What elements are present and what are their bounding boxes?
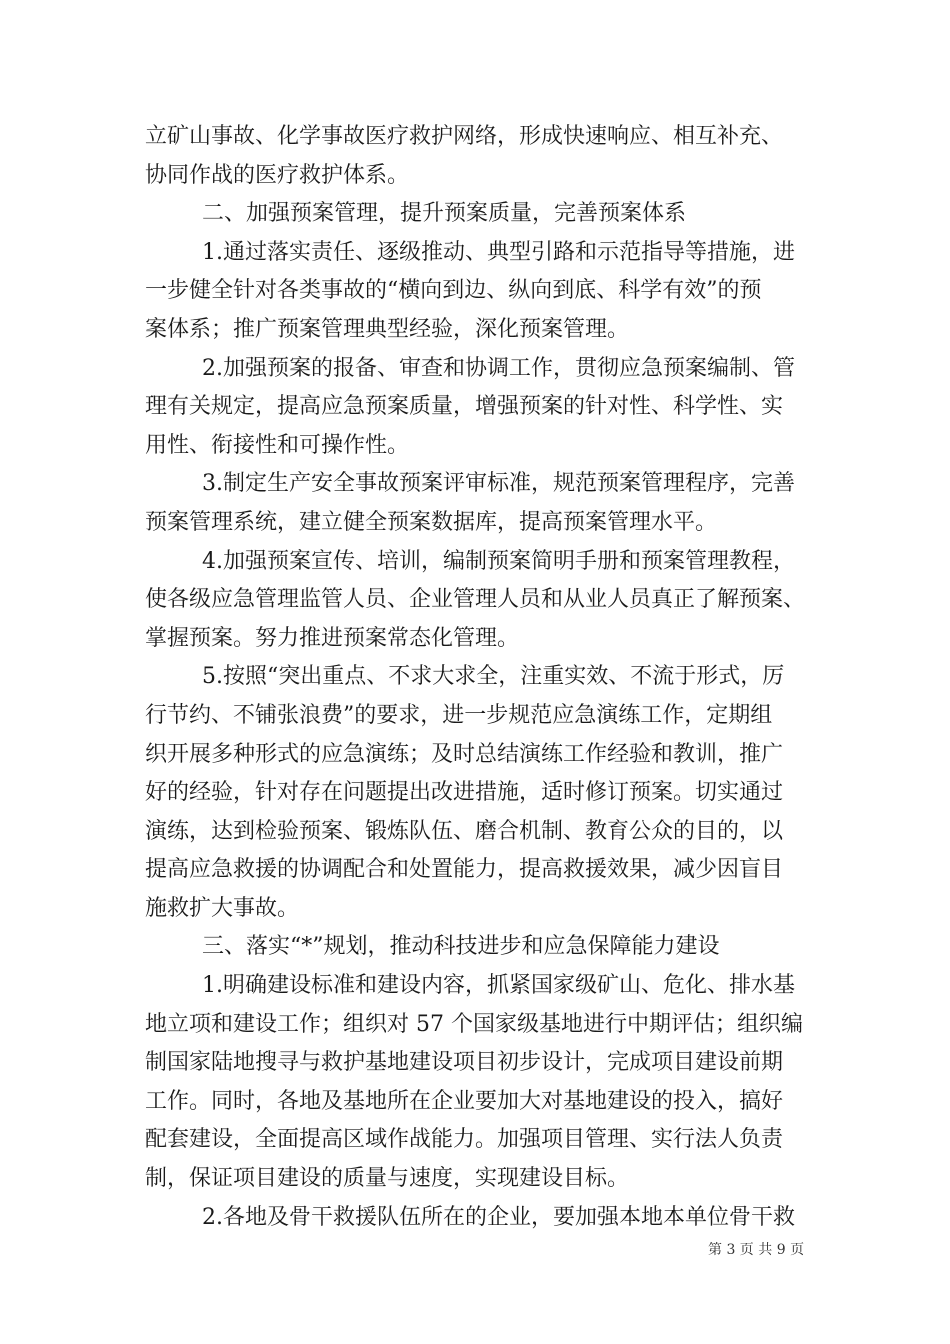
page-number: 第 3 页 共 9 页 [708,1242,805,1258]
section-heading: 二、加强预案管理，提升预案质量，完善预案体系 [202,201,687,227]
text-line: 立矿山事故、化学事故医疗救护网络，形成快速响应、相互补充、 [145,124,784,149]
text-line: 5.按照“突出重点、不求大求全，注重实效、不流于形式，厉 [202,664,785,690]
text-line: 案体系；推广预案管理典型经验，深化预案管理。 [145,316,630,342]
text-line: 制国家陆地搜寻与救护基地建设项目初步设计，完成项目建设前期 [145,1050,784,1076]
text-line: 3.制定生产安全事故预案评审标准，规范预案管理程序，完善 [202,471,795,497]
text-line: 提高应急救援的协调配合和处置能力，提高救援效果，减少因盲目 [145,857,784,883]
text-line: 地立项和建设工作；组织对 57 个国家级基地进行中期评估；组织编 [145,1011,803,1037]
text-line: 掌握预案。努力推进预案常态化管理。 [145,625,520,651]
text-line: 配套建设，全面提高区域作战能力。加强项目管理、实行法人负责 [145,1127,784,1153]
text-line: 1.通过落实责任、逐级推动、典型引路和示范指导等措施，进 [202,239,795,265]
text-line: 使各级应急管理监管人员、企业管理人员和从业人员真正了解预案、 [145,587,806,613]
text-line: 工作。同时，各地及基地所在企业要加大对基地建设的投入，搞好 [145,1088,784,1114]
text-line: 用性、衔接性和可操作性。 [145,432,410,458]
text-line: 一步健全针对各类事故的“横向到边、纵向到底、科学有效”的预 [145,278,762,304]
text-line: 4.加强预案宣传、培训，编制预案简明手册和预案管理教程， [202,548,795,574]
text-line: 1.明确建设标准和建设内容，抓紧国家级矿山、危化、排水基 [202,973,795,999]
section-heading: 三、落实“*”规划，推动科技进步和应急保障能力建设 [202,934,720,960]
text-line: 好的经验，针对存在问题提出改进措施，适时修订预案。切实通过 [145,780,784,806]
text-line: 2.加强预案的报备、审查和协调工作，贯彻应急预案编制、管 [202,355,795,381]
text-line: 施救扩大事故。 [145,895,300,921]
text-line: 行节约、不铺张浪费”的要求，进一步规范应急演练工作，定期组 [145,702,773,728]
text-line: 演练，达到检验预案、锻炼队伍、磨合机制、教育公众的目的，以 [145,818,784,844]
document-body [145,118,815,1237]
text-line: 织开展多种形式的应急演练；及时总结演练工作经验和教训，推广 [145,741,784,767]
text-line: 理有关规定，提高应急预案质量，增强预案的针对性、科学性、实 [145,394,784,420]
text-line: 制，保证项目建设的质量与速度，实现建设目标。 [145,1166,630,1192]
text-line: 预案管理系统，建立健全预案数据库，提高预案管理水平。 [145,509,718,535]
text-line: 协同作战的医疗救护体系。 [145,162,410,188]
text-line: 2.各地及骨干救援队伍所在的企业，要加强本地本单位骨干救 [202,1204,795,1230]
